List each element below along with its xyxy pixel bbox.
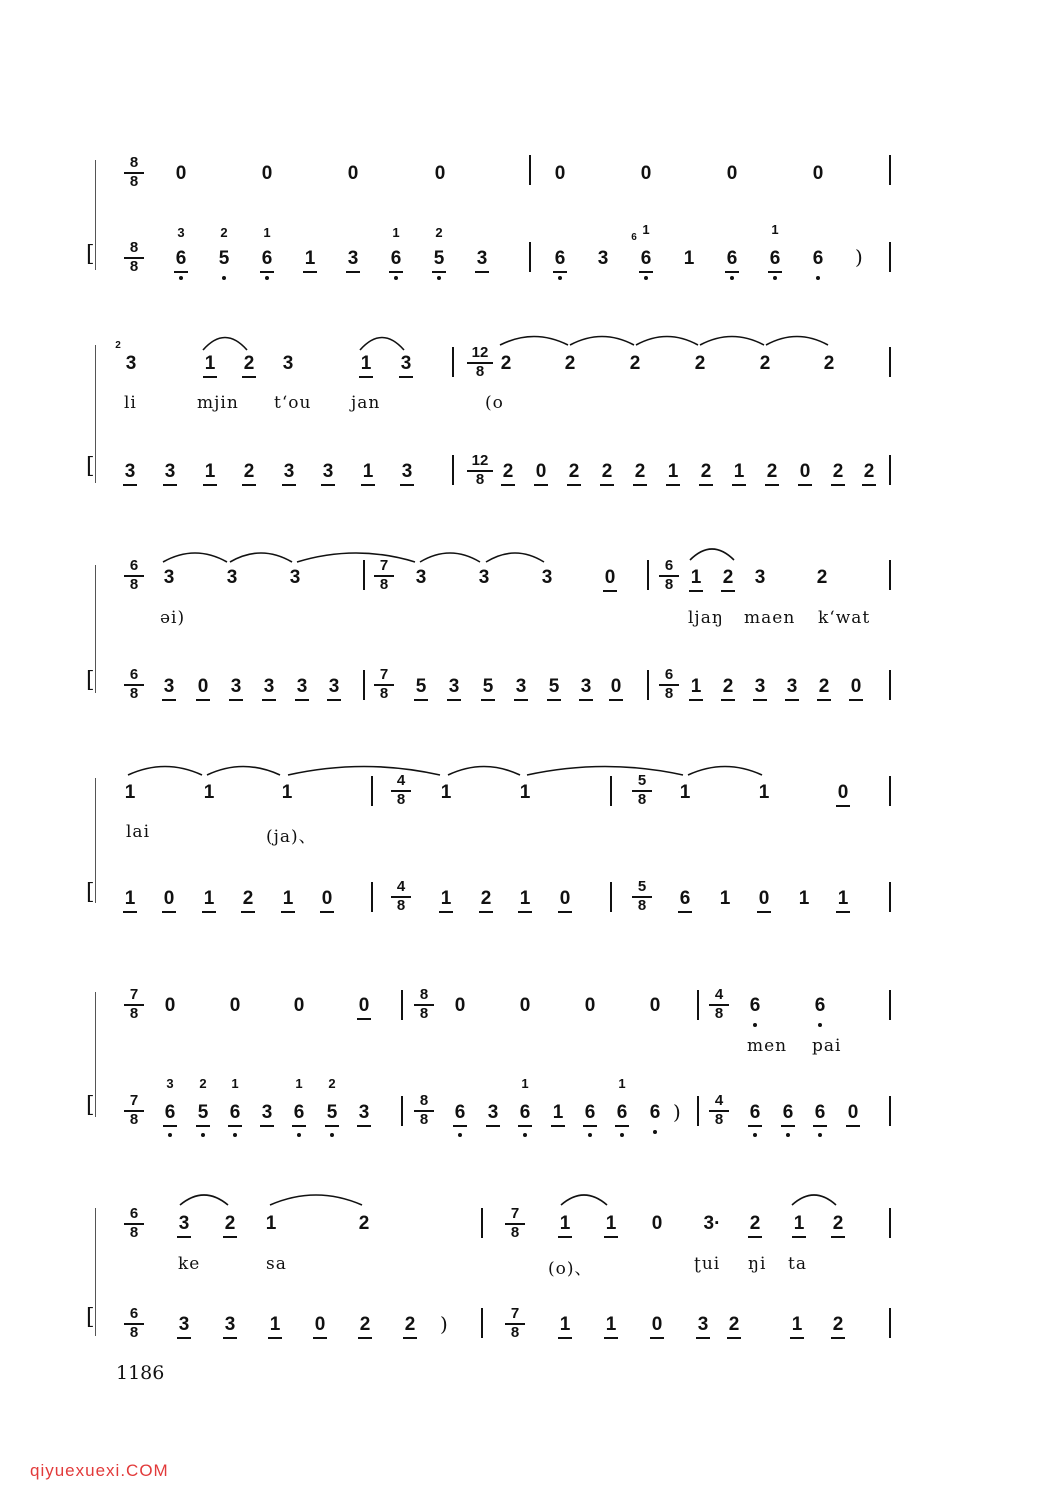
note: 1 — [665, 461, 681, 483]
lyric: mjin — [197, 393, 239, 413]
note: 3 — [282, 353, 294, 374]
lyric: sa — [266, 1254, 287, 1274]
mark-above: 2 — [220, 225, 228, 240]
note: 2 — [599, 461, 615, 483]
time-signature: 12 8 — [467, 345, 493, 380]
mark-above: 1 — [295, 1076, 303, 1091]
note: 5 — [324, 1102, 340, 1124]
note: 0 — [347, 163, 359, 184]
note: 2 — [830, 1314, 846, 1336]
note: 0 — [195, 676, 211, 698]
note: 1 — [267, 1314, 283, 1336]
note: 0 — [454, 995, 466, 1016]
note: 0 — [533, 461, 549, 483]
lyric: maen — [744, 608, 796, 628]
time-signature: 7 8 — [124, 987, 144, 1022]
slur — [163, 553, 227, 562]
note: 5 — [546, 676, 562, 698]
note: 2 — [358, 1213, 370, 1234]
note: 0 — [356, 995, 372, 1017]
note: 0 — [756, 888, 772, 910]
system-bracket: [ — [86, 242, 95, 267]
note: 3 — [294, 676, 310, 698]
note: 0 — [835, 782, 851, 804]
note: 1 — [440, 782, 452, 803]
note: 2 — [764, 461, 780, 483]
note: 3 — [261, 676, 277, 698]
time-signature: 4 8 — [709, 1093, 729, 1128]
note: 5 — [480, 676, 496, 698]
note: 3 — [122, 461, 138, 483]
mark-above: 1 — [263, 225, 271, 240]
note: 2 — [478, 888, 494, 910]
system-bracket: [ — [86, 1305, 95, 1330]
note: 1 — [360, 461, 376, 483]
note: 0 — [229, 995, 241, 1016]
note: 6 — [812, 995, 828, 1017]
note: 0 — [261, 163, 273, 184]
note: 0 — [434, 163, 446, 184]
lyric: (o — [485, 393, 504, 413]
note: 2 — [747, 1213, 763, 1235]
time-signature: 5 8 — [632, 879, 652, 914]
closing-parenthesis: ) — [673, 1100, 681, 1124]
note: 3 — [446, 676, 462, 698]
mark-above: 1 — [521, 1076, 529, 1091]
note: 0 — [557, 888, 573, 910]
slur — [448, 767, 520, 776]
note: 6 — [582, 1102, 598, 1124]
note: 2 — [241, 353, 257, 375]
note: 2 — [566, 461, 582, 483]
system-bracket: [ — [86, 880, 95, 905]
note: 1 — [835, 888, 851, 910]
note: 0 — [812, 163, 824, 184]
note: 2 — [241, 461, 257, 483]
time-signature: 8 8 — [124, 240, 144, 275]
time-signature: 6 8 — [124, 558, 144, 593]
time-signature: 6 8 — [124, 1206, 144, 1241]
time-signature: 4 8 — [709, 987, 729, 1022]
closing-parenthesis: ) — [440, 1312, 448, 1336]
system-bracket: [ — [86, 454, 95, 479]
slur — [500, 337, 568, 346]
note: 3 — [415, 567, 427, 588]
slur — [700, 337, 764, 346]
note: 2 — [823, 353, 835, 374]
note: 6 — [291, 1102, 307, 1124]
note: 0 — [848, 676, 864, 698]
note: 2 — [694, 353, 706, 374]
time-signature: 7 8 — [374, 667, 394, 702]
time-signature: 4 8 — [391, 879, 411, 914]
note: 1 — [265, 1213, 277, 1234]
note: 1 — [731, 461, 747, 483]
note: 0 — [312, 1314, 328, 1336]
note: 1 — [122, 888, 138, 910]
note: 1 — [758, 782, 770, 803]
time-signature: 6 8 — [124, 1306, 144, 1341]
time-signature: 7 8 — [374, 558, 394, 593]
time-signature: 12 8 — [467, 453, 493, 488]
note: 3 — [695, 1314, 711, 1336]
note: 0 — [584, 995, 596, 1016]
mark-above: 2 — [328, 1076, 336, 1091]
mark-above: 2 — [435, 225, 443, 240]
mark-above: 3 — [177, 225, 185, 240]
mark-above: 3 — [166, 1076, 174, 1091]
note: 0 — [161, 888, 177, 910]
note: 3 — [176, 1213, 192, 1235]
note: 1 — [203, 782, 215, 803]
note: 6 — [517, 1102, 533, 1124]
note: 1 — [789, 1314, 805, 1336]
note: 1 — [688, 567, 704, 589]
note: 3 — [478, 567, 490, 588]
slur — [570, 337, 634, 346]
note: 3 — [399, 461, 415, 483]
note: 3 — [474, 248, 490, 270]
note: 2 — [720, 567, 736, 589]
mark-above: 1 — [642, 222, 650, 237]
note: 3 — [597, 248, 609, 269]
note: 3 — [281, 461, 297, 483]
note: 6 — [647, 1102, 663, 1124]
note: 6 — [388, 248, 404, 270]
lyric: (o)、 — [548, 1259, 593, 1279]
note: 1 — [202, 461, 218, 483]
note: 0 — [519, 995, 531, 1016]
lyric: pai — [812, 1036, 842, 1056]
time-signature: 8 8 — [414, 987, 434, 1022]
note: 0 — [608, 676, 624, 698]
time-signature: 8 8 — [414, 1093, 434, 1128]
page-number: 1186 — [116, 1362, 165, 1384]
slur — [792, 1195, 836, 1205]
note: 1 — [719, 888, 731, 909]
slur — [360, 338, 404, 351]
note: 6 — [767, 248, 783, 270]
note: 1 — [550, 1102, 566, 1124]
system-bracket: [ — [86, 668, 95, 693]
note: 1 — [302, 248, 318, 270]
note: 1 — [517, 888, 533, 910]
slur — [688, 767, 762, 776]
note: 3 — [125, 353, 137, 374]
note: 1 — [201, 888, 217, 910]
note: 3 — [356, 1102, 372, 1124]
mark-above: 1 — [231, 1076, 239, 1091]
lyric: ŋi — [748, 1254, 767, 1274]
slur — [766, 337, 828, 346]
slur — [636, 337, 698, 346]
lyric: ʈui — [694, 1254, 721, 1274]
note: 1 — [280, 888, 296, 910]
lyric: əi) — [160, 608, 186, 628]
slur — [561, 1195, 607, 1205]
mark-above: 1 — [392, 225, 400, 240]
slur — [230, 553, 292, 562]
note: 6 — [747, 1102, 763, 1124]
mark-above: 2 — [199, 1076, 207, 1091]
note: 3 — [222, 1314, 238, 1336]
note: 1 — [679, 782, 691, 803]
note: 1 — [358, 353, 374, 375]
note: 0 — [293, 995, 305, 1016]
note: 1 — [557, 1213, 573, 1235]
note: 1 — [124, 782, 136, 803]
note: 5 — [431, 248, 447, 270]
note: 5 — [195, 1102, 211, 1124]
note: 3 — [289, 567, 301, 588]
time-signature: 7 8 — [505, 1206, 525, 1241]
note: 1 — [791, 1213, 807, 1235]
note: 6 — [614, 1102, 630, 1124]
slur — [690, 549, 734, 560]
lyric: ljaŋ — [688, 608, 724, 628]
lyric: ta — [788, 1254, 807, 1274]
note: 0 — [319, 888, 335, 910]
note: 0 — [726, 163, 738, 184]
note: 2 — [240, 888, 256, 910]
note: 3 — [345, 248, 361, 270]
note: 1 — [281, 782, 293, 803]
note: 3· — [703, 1213, 721, 1234]
note: 3 — [398, 353, 414, 375]
note: 6 — [227, 1102, 243, 1124]
note: 2 — [357, 1314, 373, 1336]
slur — [270, 1195, 362, 1205]
note: 0 — [797, 461, 813, 483]
slur — [527, 767, 683, 776]
note: 2 — [861, 461, 877, 483]
note: 3 — [163, 567, 175, 588]
note: 2 — [698, 461, 714, 483]
note: 0 — [175, 163, 187, 184]
note: 6 — [162, 1102, 178, 1124]
note: 2 — [564, 353, 576, 374]
note: 6 — [552, 248, 568, 270]
note: 3 — [259, 1102, 275, 1124]
note: 2 — [726, 1314, 742, 1336]
note: 2 — [759, 353, 771, 374]
note: 0 — [649, 995, 661, 1016]
note: 0 — [554, 163, 566, 184]
time-signature: 6 8 — [659, 558, 679, 593]
closing-parenthesis: ) — [855, 245, 863, 269]
note: 2 — [500, 353, 512, 374]
note: 1 — [557, 1314, 573, 1336]
note: 1 — [438, 888, 454, 910]
note: 1 — [688, 676, 704, 698]
lyric: (ja)、 — [266, 827, 317, 847]
watermark: qiyuexuexi.COM — [30, 1461, 169, 1480]
note: 1 — [519, 782, 531, 803]
note: 6 — [638, 248, 654, 270]
time-signature: 8 8 — [124, 155, 144, 190]
time-signature: 7 8 — [505, 1306, 525, 1341]
slur — [203, 338, 247, 351]
slur — [486, 553, 544, 562]
note: 0 — [602, 567, 618, 589]
lyric: t‘ou — [274, 393, 312, 413]
slur — [180, 1195, 228, 1205]
slur — [420, 553, 480, 562]
grace-note: 6 — [631, 232, 637, 243]
lyric: jan — [351, 393, 381, 413]
note: 3 — [752, 676, 768, 698]
note: 3 — [320, 461, 336, 483]
note: 1 — [798, 888, 810, 909]
slur — [207, 767, 280, 776]
note: 6 — [173, 248, 189, 270]
note: 3 — [326, 676, 342, 698]
slur — [297, 553, 415, 562]
note: 0 — [845, 1102, 861, 1124]
note: 1 — [603, 1213, 619, 1235]
note: 2 — [500, 461, 516, 483]
note: 2 — [402, 1314, 418, 1336]
mark-above: 1 — [618, 1076, 626, 1091]
note: 2 — [830, 1213, 846, 1235]
time-signature: 5 8 — [632, 773, 652, 808]
note: 2 — [830, 461, 846, 483]
note: 6 — [780, 1102, 796, 1124]
mark-above: 1 — [771, 222, 779, 237]
note: 6 — [259, 248, 275, 270]
lyric: li — [124, 393, 137, 413]
lyric: lai — [126, 822, 151, 842]
note: 1 — [603, 1314, 619, 1336]
grace-note: 2 — [115, 340, 121, 351]
note: 2 — [720, 676, 736, 698]
note: 3 — [162, 461, 178, 483]
time-signature: 6 8 — [659, 667, 679, 702]
lyric: ke — [178, 1254, 201, 1274]
note: 2 — [629, 353, 641, 374]
note: 6 — [810, 248, 826, 270]
note: 3 — [578, 676, 594, 698]
note: 1 — [202, 353, 218, 375]
time-signature: 4 8 — [391, 773, 411, 808]
note: 0 — [164, 995, 176, 1016]
time-signature: 6 8 — [124, 667, 144, 702]
note: 5 — [413, 676, 429, 698]
lyric: men — [747, 1036, 788, 1056]
note: 0 — [651, 1213, 663, 1234]
note: 5 — [216, 248, 232, 270]
note: 6 — [452, 1102, 468, 1124]
note: 3 — [228, 676, 244, 698]
note: 3 — [513, 676, 529, 698]
note: 6 — [724, 248, 740, 270]
note: 3 — [161, 676, 177, 698]
note: 1 — [683, 248, 695, 269]
note: 6 — [812, 1102, 828, 1124]
system-bracket: [ — [86, 1093, 95, 1118]
note: 2 — [816, 567, 828, 588]
slur — [288, 767, 440, 776]
note: 3 — [541, 567, 553, 588]
note: 3 — [176, 1314, 192, 1336]
note: 3 — [754, 567, 766, 588]
note: 0 — [640, 163, 652, 184]
note: 2 — [632, 461, 648, 483]
note: 3 — [226, 567, 238, 588]
lyric: k‘wat — [818, 608, 871, 628]
note: 3 — [485, 1102, 501, 1124]
time-signature: 7 8 — [124, 1093, 144, 1128]
note: 0 — [649, 1314, 665, 1336]
slur — [128, 767, 202, 776]
note: 3 — [784, 676, 800, 698]
note: 2 — [222, 1213, 238, 1235]
note: 2 — [816, 676, 832, 698]
note: 6 — [747, 995, 763, 1017]
note: 6 — [677, 888, 693, 910]
